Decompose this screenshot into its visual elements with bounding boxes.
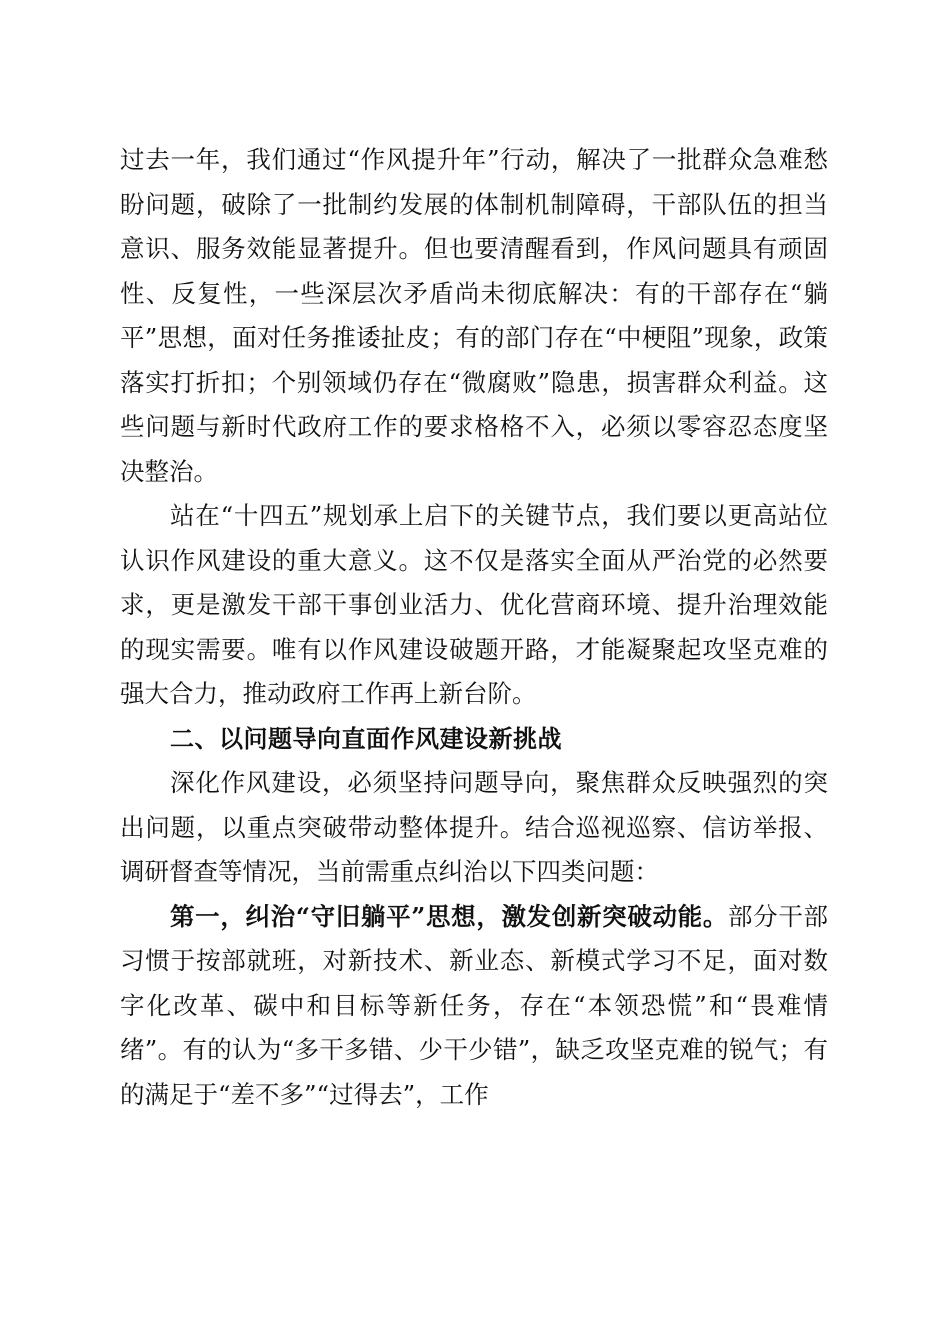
section-heading-two: 二、以问题导向直面作风建设新挑战 bbox=[170, 724, 562, 753]
first-issue-lead: 第一，纠治“守旧躺平”思想，激发创新突破动能。 bbox=[170, 901, 728, 931]
paragraph-problem-orientation: 深化作风建设，必须坚持问题导向，聚焦群众反映强烈的突出问题，以重点突破带动整体提升。结合巡视巡察、信访举报、调研督查等情况，当前需重点纠治以下四类问题： bbox=[120, 768, 828, 886]
paragraph-significance: 站在“十四五”规划承上启下的关键节点，我们要以更高站位认识作风建设的重大意义。这不仅是落实全面从严治党的必然要求，更是激发干部干事创业活力、优化营商环境、提升治理效能的现实需要。唯有以作风建设破题开路，才能凝聚起攻坚克难的强大合力，推动政府工作再上新台阶。 bbox=[120, 501, 828, 708]
paragraph-achievements-and-problems: 过去一年，我们通过“作风提升年”行动，解决了一批群众急难愁盼问题，破除了一批制约发展的体制机制障碍，干部队伍的担当意识、服务效能显著提升。但也要清醒看到，作风问题具有顽固性、反复性，一些深层次矛盾尚未彻底解决：有的干部存在“躺平”思想，面对任务推诿扯皮；有的部门存在“中梗阻”现象，政策落实打折扣；个别领域仍存在“微腐败”隐患，损害群众利益。这些问题与新时代政府工作的要求格格不入，必须以零容忍态度坚决整治。 bbox=[120, 145, 828, 486]
document-body bbox=[120, 138, 828, 1117]
first-issue-body: 部分干部习惯于按部就班，对新技术、新业态、新模式学习不足，面对数字化改革、碳中和目标等新任务，存在“本领恐慌”和“畏难情绪”。有的认为“多干多错、少干少错”，缺乏攻坚克难的锐气；有的满足于“差不多”“过得去”，工作 bbox=[120, 901, 828, 1109]
paragraph-first-issue bbox=[120, 895, 828, 1118]
